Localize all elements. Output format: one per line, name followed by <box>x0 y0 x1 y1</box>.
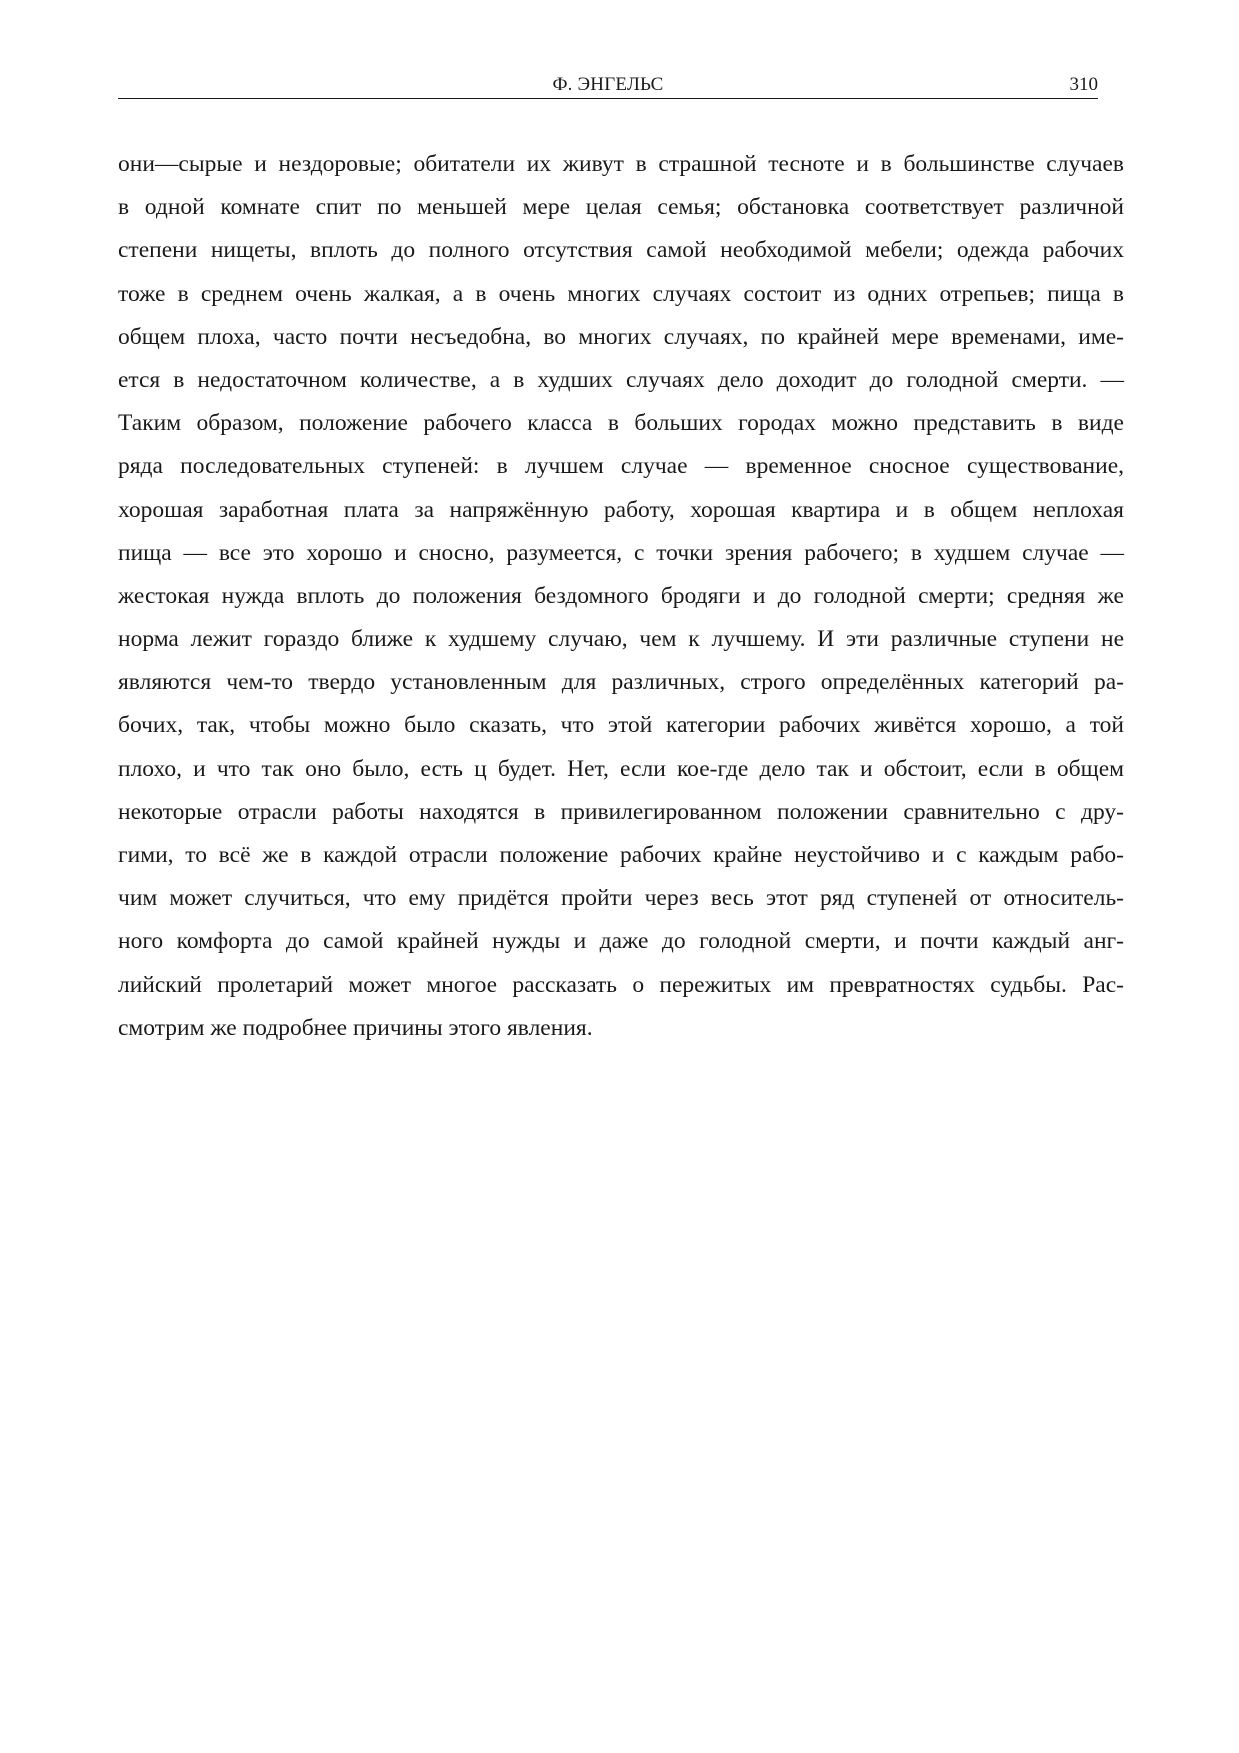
text-line: некоторые отрасли работы находятся в привилегированном положении сравнительно с дру- <box>118 798 1124 825</box>
text-line: жестокая нужда вплоть до положения бездомного бродяги и до голодной смерти; средняя же <box>118 582 1124 609</box>
running-header <box>118 72 1098 99</box>
page-number: 310 <box>1069 74 1098 95</box>
text-line: они—сырые и нездоровые; обитатели их живут в страшной тесноте и в большинстве случаев <box>118 151 1124 177</box>
text-line: степени нищеты, вплоть до полного отсутствия самой необходимой мебели; одежда рабочих <box>118 237 1124 264</box>
text-line: плохо, и что так оно было, есть ц будет. Нет, если кое-где дело так и обстоит, если в общем <box>118 755 1124 782</box>
text-line: гими, то всё же в каждой отрасли положение рабочих крайне неустойчиво и с каждым рабо- <box>118 842 1124 868</box>
text-line: ряда последовательных ступеней: в лучшем случае — временное сносное существование, <box>118 453 1124 480</box>
text-line: норма лежит гораздо ближе к худшему случаю, чем к лучшему. И эти различные ступени не <box>118 626 1124 653</box>
text-line: являются чем-то твердо установленным для различных, строго определённых категорий ра- <box>118 669 1124 696</box>
header-title: Ф. ЭНГЕЛЬС <box>552 74 664 95</box>
text-line: ется в недостаточном количестве, а в худших случаях дело доходит до голодной смерти. — <box>118 366 1124 393</box>
text-line: смотрим же подробнее причины этого явления. <box>118 1014 593 1041</box>
text-line: в одной комнате спит по меньшей мере целая семья; обстановка соответствует различной <box>118 194 1124 221</box>
text-line: общем плоха, часто почти несъедобна, во многих случаях, по крайней мере временами, име- <box>118 323 1124 350</box>
text-line: лийский пролетарий может многое рассказать о пережитых им превратностях судьбы. Рас- <box>118 971 1124 998</box>
text-line: тоже в среднем очень жалкая, а в очень многих случаях состоит из одних отрепьев; пища в <box>118 280 1124 307</box>
text-line: Таким образом, положение рабочего класса в больших городах можно представить в виде <box>118 410 1124 437</box>
text-line: чим может случиться, что ему придётся пройти через весь этот ряд ступеней от относитель- <box>118 885 1124 912</box>
text-line: бочих, так, чтобы можно было сказать, что этой категории рабочих живётся хорошо, а той <box>118 712 1124 739</box>
text-line: ного комфорта до самой крайней нужды и даже до голодной смерти, и почти каждый анг- <box>118 928 1124 955</box>
text-line: пища — все это хорошо и сносно, разумеется, с точки зрения рабочего; в худшем случае — <box>118 539 1124 566</box>
body-paragraph <box>118 143 1124 1050</box>
text-line: хорошая заработная плата за напряжённую работу, хорошая квартира и в общем неплохая <box>118 496 1124 523</box>
